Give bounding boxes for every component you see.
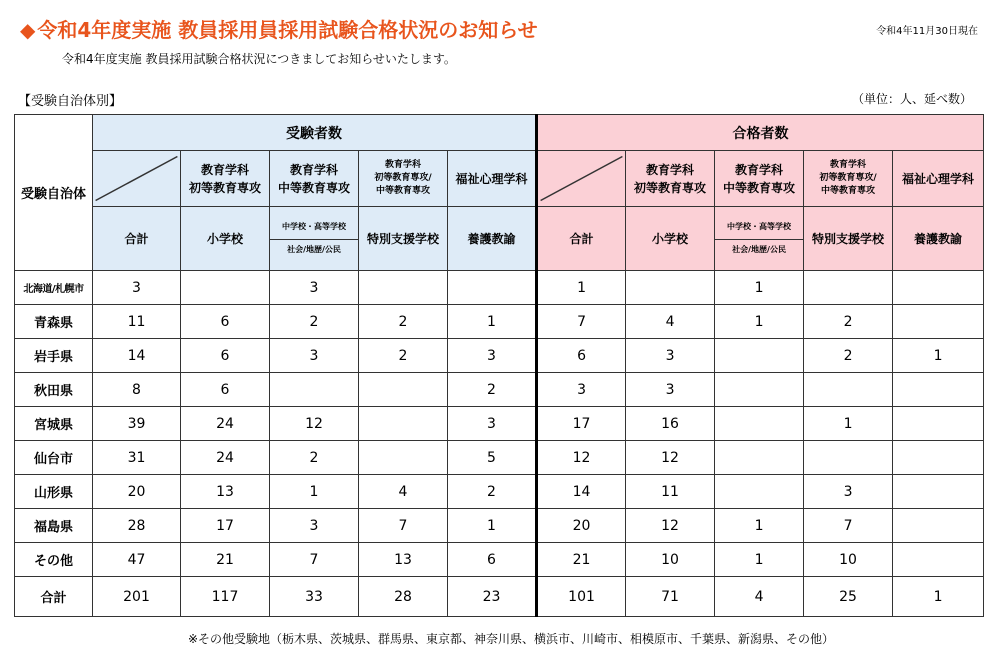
applicants-cell: 117	[181, 577, 270, 617]
intro-text: 令和4年度実施 教員採用試験合格状況につきましてお知らせいたします。	[62, 52, 456, 66]
passers-cell: 10	[804, 543, 893, 577]
applicants-cell: 6	[181, 339, 270, 373]
applicants-cell	[181, 271, 270, 305]
row-label: 宮城県	[15, 407, 93, 441]
applicants-cell: 1	[270, 475, 359, 509]
applicants-cell: 12	[270, 407, 359, 441]
applicants-cell: 13	[359, 543, 448, 577]
passers-cell: 6	[537, 339, 626, 373]
passers-cell: 14	[537, 475, 626, 509]
passers-cell: 4	[626, 305, 715, 339]
passers-cell	[893, 305, 984, 339]
applicants-cell: 8	[93, 373, 181, 407]
applicants-cell	[359, 441, 448, 475]
col-header-secondary: 教育学科 中等教育専攻	[270, 151, 359, 207]
applicants-cell	[448, 271, 537, 305]
applicants-cell: 20	[93, 475, 181, 509]
passers-cell: 1	[893, 577, 984, 617]
applicants-cell	[359, 373, 448, 407]
table-row	[15, 475, 984, 509]
passers-cell: 7	[537, 305, 626, 339]
applicants-cell	[359, 271, 448, 305]
table-row	[15, 407, 984, 441]
passers-cell: 21	[537, 543, 626, 577]
applicants-cell: 23	[448, 577, 537, 617]
section-label: 【受験自治体別】	[18, 94, 123, 109]
applicants-cell: 6	[181, 373, 270, 407]
passers-cell: 1	[893, 339, 984, 373]
passers-cell	[804, 441, 893, 475]
page-title	[20, 14, 538, 43]
col-header-special: 教育学科 初等教育専攻/ 中等教育専攻	[359, 151, 448, 207]
col-subheader-welfare: 養護教諭	[448, 207, 537, 271]
passers-cell	[804, 373, 893, 407]
passers-cell: 1	[715, 305, 804, 339]
col-subheader-secondary: 中学校・高等学校 社会/地歴/公民	[715, 207, 804, 271]
col-header-special: 教育学科 初等教育専攻/ 中等教育専攻	[804, 151, 893, 207]
col-header-total: 合計	[537, 207, 626, 271]
passers-cell	[715, 339, 804, 373]
table-row	[15, 373, 984, 407]
applicants-cell: 28	[93, 509, 181, 543]
applicants-cell: 3	[270, 339, 359, 373]
row-label: 青森県	[15, 305, 93, 339]
passers-cell: 2	[804, 339, 893, 373]
passers-cell: 11	[626, 475, 715, 509]
applicants-cell: 6	[181, 305, 270, 339]
applicants-cell: 24	[181, 407, 270, 441]
row-label: 仙台市	[15, 441, 93, 475]
applicants-cell: 2	[359, 339, 448, 373]
passers-cell: 10	[626, 543, 715, 577]
table-row	[15, 305, 984, 339]
passers-cell	[804, 271, 893, 305]
passers-cell	[715, 475, 804, 509]
col-header-total: 合計	[93, 207, 181, 271]
table-row	[15, 509, 984, 543]
passers-cell	[893, 407, 984, 441]
applicants-cell	[270, 373, 359, 407]
passers-cell: 17	[537, 407, 626, 441]
applicants-cell: 2	[359, 305, 448, 339]
applicants-cell: 2	[270, 441, 359, 475]
col-header-elementary: 教育学科 初等教育専攻	[626, 151, 715, 207]
passers-cell: 16	[626, 407, 715, 441]
passers-cell: 4	[715, 577, 804, 617]
passers-cell: 12	[537, 441, 626, 475]
table-row	[15, 271, 984, 305]
applicants-cell: 1	[448, 305, 537, 339]
diagonal-line	[93, 151, 180, 206]
applicants-cell: 3	[448, 339, 537, 373]
applicants-cell: 1	[448, 509, 537, 543]
passers-cell	[715, 373, 804, 407]
col-header-secondary: 教育学科 中等教育専攻	[715, 151, 804, 207]
passers-cell	[715, 407, 804, 441]
applicants-cell: 31	[93, 441, 181, 475]
passers-cell: 1	[715, 543, 804, 577]
passers-cell	[893, 441, 984, 475]
passers-cell: 20	[537, 509, 626, 543]
passers-cell: 1	[715, 509, 804, 543]
applicants-cell: 3	[93, 271, 181, 305]
passers-cell: 1	[537, 271, 626, 305]
passers-cell: 101	[537, 577, 626, 617]
applicants-cell: 6	[448, 543, 537, 577]
diagonal-cell	[93, 151, 181, 207]
passers-cell: 1	[804, 407, 893, 441]
applicants-cell: 5	[448, 441, 537, 475]
passers-cell: 3	[626, 373, 715, 407]
applicants-cell: 17	[181, 509, 270, 543]
applicants-cell: 3	[270, 271, 359, 305]
applicants-cell: 2	[448, 373, 537, 407]
row-label: 福島県	[15, 509, 93, 543]
passers-cell	[893, 271, 984, 305]
passers-cell: 3	[626, 339, 715, 373]
row-label: その他	[15, 543, 93, 577]
row-label: 北海道/札幌市	[15, 271, 93, 305]
applicants-cell: 11	[93, 305, 181, 339]
table-row	[15, 339, 984, 373]
applicants-cell: 28	[359, 577, 448, 617]
as-of-date: 令和4年11月30日現在	[876, 26, 978, 37]
applicants-cell: 7	[359, 509, 448, 543]
units-note: （単位：人、延べ数）	[851, 92, 972, 106]
applicants-cell: 14	[93, 339, 181, 373]
diamond-icon: ◆	[20, 18, 36, 42]
col-header-welfare: 福祉心理学科	[448, 151, 537, 207]
diagonal-line	[538, 151, 625, 206]
passers-cell: 25	[804, 577, 893, 617]
passers-cell: 7	[804, 509, 893, 543]
applicants-cell: 3	[270, 509, 359, 543]
col-subheader-special: 特別支援学校	[804, 207, 893, 271]
applicants-cell: 7	[270, 543, 359, 577]
applicants-cell: 13	[181, 475, 270, 509]
applicants-cell: 33	[270, 577, 359, 617]
passers-cell	[893, 475, 984, 509]
diagonal-cell	[537, 151, 626, 207]
applicants-cell	[359, 407, 448, 441]
applicants-cell: 2	[270, 305, 359, 339]
passers-cell	[893, 543, 984, 577]
passers-cell: 12	[626, 509, 715, 543]
total-row	[15, 577, 984, 617]
applicants-cell: 3	[448, 407, 537, 441]
passers-header: 合格者数	[537, 115, 984, 151]
applicants-cell: 24	[181, 441, 270, 475]
corner-header: 受験自治体	[15, 115, 93, 271]
col-subheader-welfare: 養護教諭	[893, 207, 984, 271]
row-label: 合計	[15, 577, 93, 617]
passers-cell	[715, 441, 804, 475]
row-label: 山形県	[15, 475, 93, 509]
row-label: 秋田県	[15, 373, 93, 407]
passers-cell: 1	[715, 271, 804, 305]
col-subheader-secondary: 中学校・高等学校 社会/地歴/公民	[270, 207, 359, 271]
passers-cell: 2	[804, 305, 893, 339]
table-row	[15, 543, 984, 577]
passers-cell: 12	[626, 441, 715, 475]
passers-cell: 71	[626, 577, 715, 617]
applicants-cell: 2	[448, 475, 537, 509]
col-subheader-elementary: 小学校	[626, 207, 715, 271]
col-header-welfare: 福祉心理学科	[893, 151, 984, 207]
passers-cell	[893, 509, 984, 543]
row-label: 岩手県	[15, 339, 93, 373]
page-title-text: 令和4年度実施 教員採用員採用試験合格状況のお知らせ	[37, 18, 538, 42]
applicants-cell: 39	[93, 407, 181, 441]
applicants-cell: 47	[93, 543, 181, 577]
passers-cell	[626, 271, 715, 305]
col-subheader-special: 特別支援学校	[359, 207, 448, 271]
passers-cell: 3	[537, 373, 626, 407]
col-header-elementary: 教育学科 初等教育専攻	[181, 151, 270, 207]
passers-cell: 3	[804, 475, 893, 509]
applicants-cell: 201	[93, 577, 181, 617]
results-table	[14, 114, 984, 617]
col-subheader-elementary: 小学校	[181, 207, 270, 271]
table-row	[15, 441, 984, 475]
footnote: ※その他受験地（栃木県、茨城県、群馬県、東京都、神奈川県、横浜市、川崎市、相模原市、千葉県、新潟県、その他）	[188, 632, 835, 646]
applicants-cell: 21	[181, 543, 270, 577]
applicants-header: 受験者数	[93, 115, 537, 151]
passers-cell	[893, 373, 984, 407]
applicants-cell: 4	[359, 475, 448, 509]
